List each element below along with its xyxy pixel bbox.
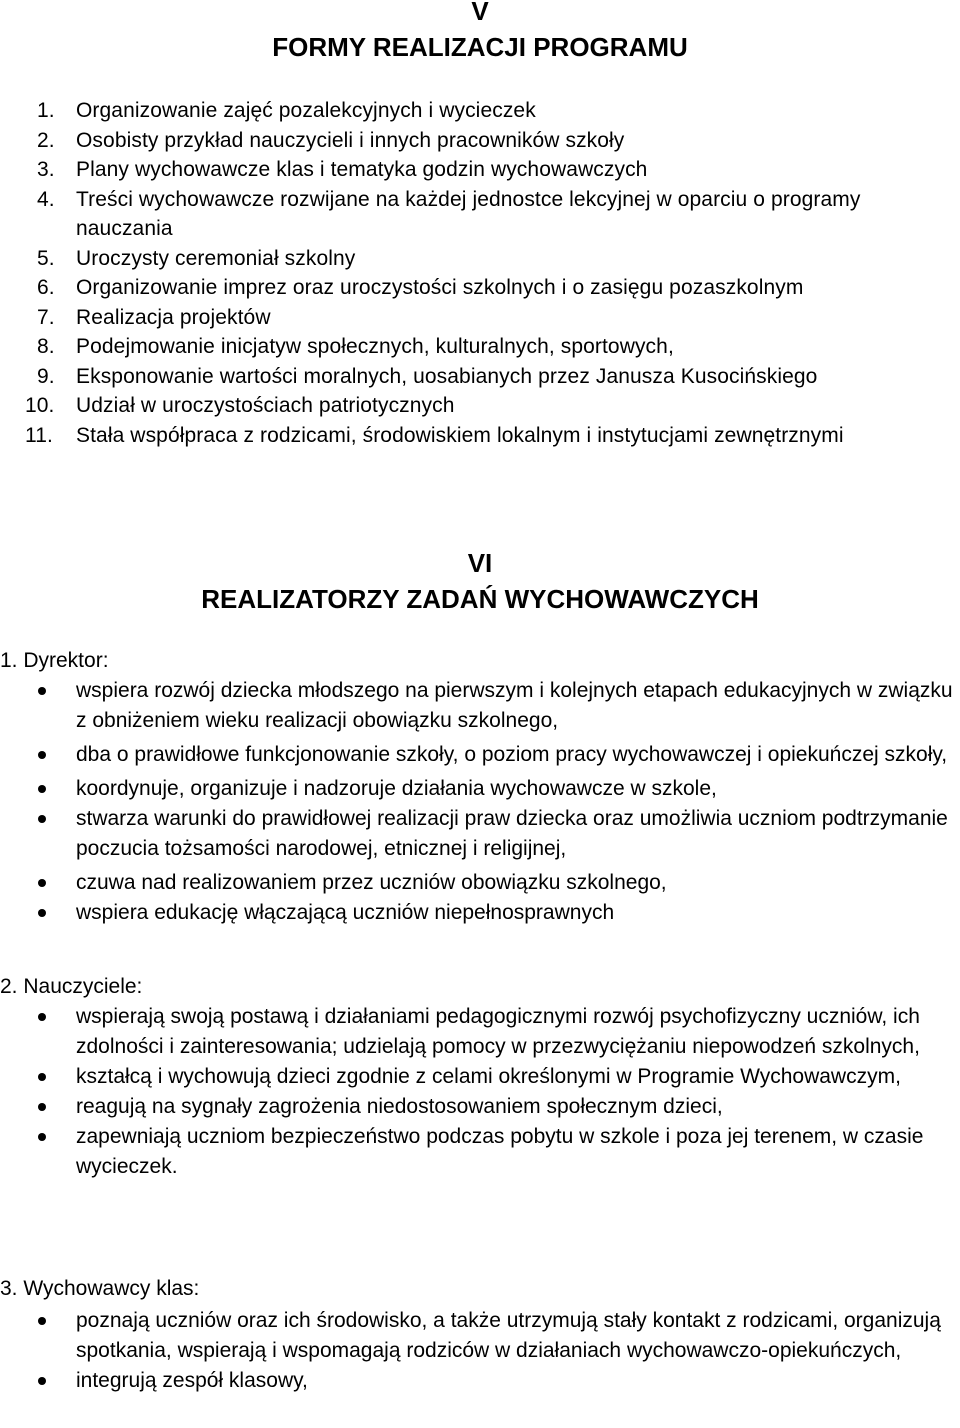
list-item	[0, 185, 960, 244]
group-title-nauczyciele: 2. Nauczyciele:	[0, 975, 143, 998]
item-text: koordynuje, organizuje i nadzoruje działania wychowawcze w szkole,	[76, 777, 717, 800]
item-text: integrują zespół klasowy,	[76, 1369, 308, 1392]
item-text: Podejmowanie inicjatyw społecznych, kulturalnych, sportowych,	[76, 335, 674, 358]
item-text: wspiera rozwój dziecka młodszego na pierwszym i kolejnych etapach edukacyjnych w związku z obniżeniem wieku realizacji obowiązku szkolnego,	[76, 679, 953, 732]
program-forms-list	[0, 96, 960, 450]
item-text: wspiera edukację włączającą uczniów niepełnosprawnych	[76, 901, 615, 924]
item-text: Uroczysty ceremoniał szkolny	[76, 246, 356, 270]
item-text: Plany wychowawcze klas i tematyka godzin wychowawczych	[76, 158, 648, 181]
item-number: 4.	[37, 187, 55, 211]
item-text: Organizowanie imprez oraz uroczystości szkolnych i o zasięgu pozaszkolnym	[76, 276, 804, 299]
list-item	[0, 273, 960, 303]
nauczyciele-duties-list	[0, 1002, 960, 1182]
section-6-number: VI	[467, 548, 493, 578]
list-item	[0, 421, 960, 451]
bullet-icon	[38, 687, 46, 695]
item-text: Organizowanie zajęć pozalekcyjnych i wycieczek	[76, 99, 536, 122]
item-number: 7.	[37, 305, 55, 329]
item-text: dba o prawidłowe funkcjonowanie szkoły, o poziom pracy wychowawczej i opiekuńczej szkoły,	[76, 743, 948, 766]
item-number: 11.	[25, 423, 53, 447]
item-text: Eksponowanie wartości moralnych, uosabianych przez Janusza Kusocińskiego	[76, 364, 818, 388]
list-item	[0, 1122, 960, 1182]
dyrektor-duties-list	[0, 676, 960, 928]
bullet-icon	[38, 1133, 46, 1141]
group-title-wychowawcy: 3. Wychowawcy klas:	[0, 1277, 200, 1300]
list-item	[0, 1366, 960, 1396]
item-text: czuwa nad realizowaniem przez uczniów obowiązku szkolnego,	[76, 871, 667, 894]
item-number: 1.	[37, 99, 55, 122]
section-5-title: FORMY REALIZACJI PROGRAMU	[272, 32, 688, 62]
item-text: poznają uczniów oraz ich środowisko, a także utrzymują stały kontakt z rodzicami, organizują spotkania, wspierają i wspomagają rodziców w działaniach wychowawczo-opiekuńczych,	[76, 1309, 941, 1362]
item-number: 6.	[37, 276, 55, 299]
bullet-icon	[38, 1103, 46, 1111]
list-item	[0, 332, 960, 362]
item-number: 2.	[37, 128, 55, 152]
list-item	[0, 126, 960, 156]
bullet-icon	[38, 751, 46, 759]
list-item	[0, 1062, 960, 1092]
item-text: zapewniają uczniom bezpieczeństwo podczas pobytu w szkole i poza jej terenem, w czasie wycieczek.	[76, 1125, 924, 1178]
list-item	[0, 362, 960, 392]
item-text: reagują na sygnały zagrożenia niedostosowaniem społecznym dzieci,	[76, 1095, 723, 1118]
list-item	[0, 740, 960, 770]
item-text: Osobisty przykład nauczycieli i innych pracowników szkoły	[76, 128, 625, 152]
item-text: Realizacja projektów	[76, 305, 271, 329]
list-item	[0, 155, 960, 185]
bullet-icon	[38, 1317, 46, 1325]
item-text: Stała współpraca z rodzicami, środowiskiem lokalnym i instytucjami zewnętrznymi	[76, 423, 844, 447]
item-text: Udział w uroczystościach patriotycznych	[76, 394, 455, 417]
bullet-icon	[38, 815, 46, 823]
list-item	[0, 676, 960, 736]
item-number: 9.	[37, 364, 55, 388]
bullet-icon	[38, 909, 46, 917]
list-item	[0, 1002, 960, 1062]
bullet-icon	[38, 1013, 46, 1021]
item-number: 5.	[37, 246, 55, 270]
list-item	[0, 244, 960, 274]
list-item	[0, 868, 960, 898]
item-number: 3.	[37, 158, 55, 181]
list-item	[0, 1306, 960, 1366]
item-text: Treści wychowawcze rozwijane na każdej jednostce lekcyjnej w oparciu o programy nauczania	[76, 187, 861, 240]
item-number: 8.	[37, 335, 55, 358]
list-item	[0, 391, 960, 421]
wychowawcy-duties-list	[0, 1306, 960, 1396]
bullet-icon	[38, 1377, 46, 1385]
bullet-icon	[38, 785, 46, 793]
list-item	[0, 96, 960, 126]
item-text: kształcą i wychowują dzieci zgodnie z celami określonymi w Programie Wychowawczym,	[76, 1065, 901, 1088]
list-item	[0, 774, 960, 804]
bullet-icon	[38, 1073, 46, 1081]
list-item	[0, 1092, 960, 1122]
item-text: stwarza warunki do prawidłowej realizacji praw dziecka oraz umożliwia uczniom podtrzymanie poczucia tożsamości narodowej, etnicznej i religijnej,	[76, 807, 948, 860]
section-5-number: V	[471, 0, 489, 26]
item-number: 10.	[25, 394, 55, 417]
list-item	[0, 898, 960, 928]
section-6-title: REALIZATORZY ZADAŃ WYCHOWAWCZYCH	[201, 584, 759, 614]
list-item	[0, 804, 960, 864]
bullet-icon	[38, 879, 46, 887]
list-item	[0, 303, 960, 333]
group-title-dyrektor: 1. Dyrektor:	[0, 649, 109, 672]
item-text: wspierają swoją postawą i działaniami pedagogicznymi rozwój psychofizyczny uczniów, ich zdolności i zainteresowania; udzielają pomocy w przezwyciężaniu niepowodzeń szkolnych,	[76, 1005, 920, 1058]
